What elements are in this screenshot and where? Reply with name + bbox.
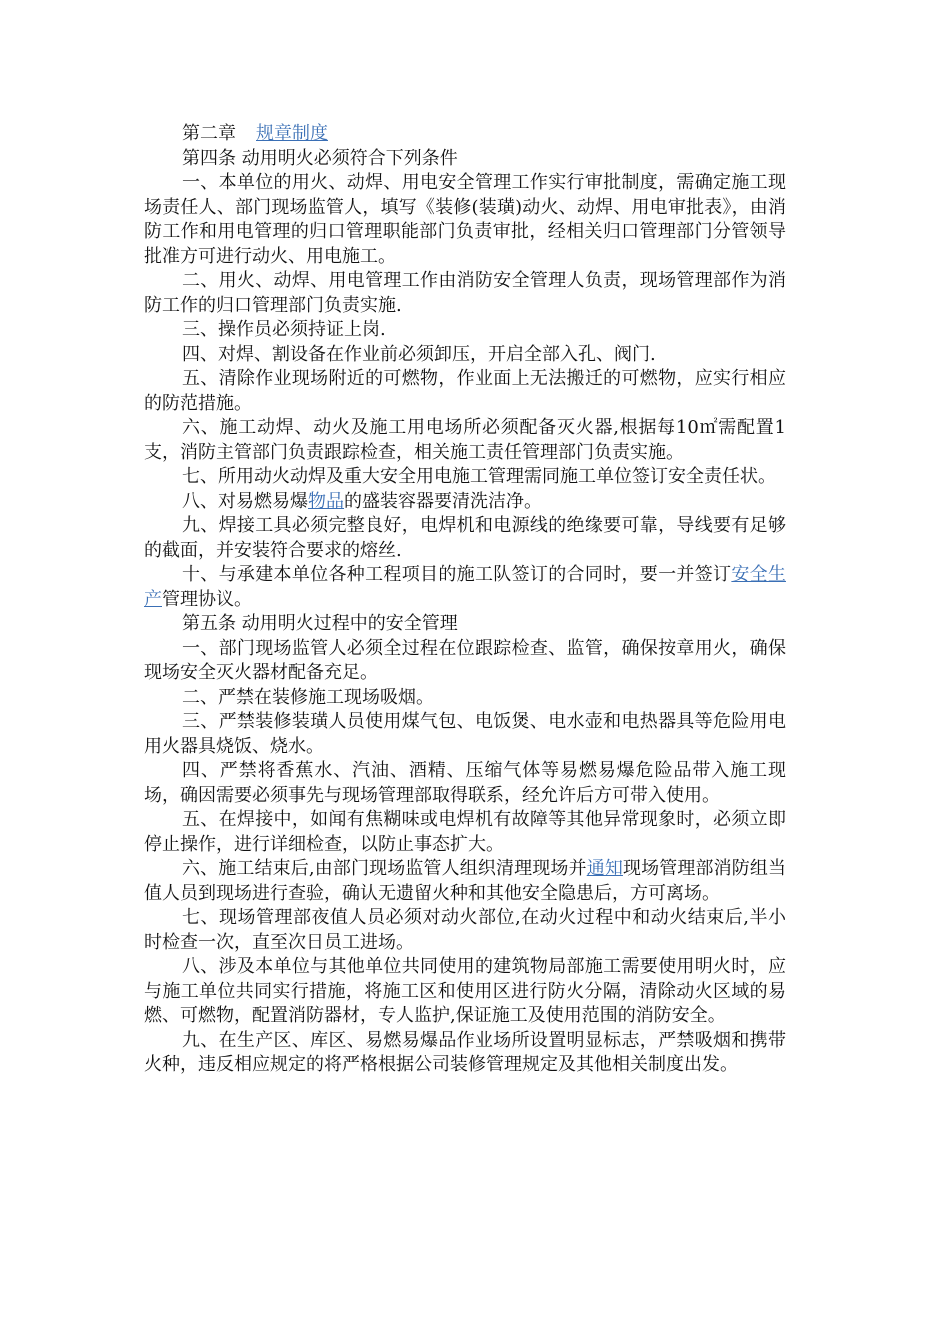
article4-item-9: 九、焊接工具必须完整良好，电焊机和电源线的绝缘要可靠，导线要有足够的截面，并安装符合要求的熔丝. bbox=[144, 515, 786, 561]
item10-text-before: 十、与承建本单位各种工程项目的施工队签订的合同时，要一并签订 bbox=[182, 564, 732, 585]
chapter-heading bbox=[144, 122, 786, 147]
article4-item-5: 五、清除作业现场附近的可燃物，作业面上无法搬迁的可燃物，应实行相应的防范措施。 bbox=[144, 368, 786, 414]
article5-item-5: 五、在焊接中，如闻有焦糊味或电焊机有故障等其他异常现象时，必须立即停止操作，进行详细检查，以防止事态扩大。 bbox=[144, 809, 786, 855]
notify-link[interactable]: 通知 bbox=[586, 858, 623, 879]
article4-item-2: 二、用火、动焊、用电管理工作由消防安全管理人负责，现场管理部作为消防工作的归口管理部门负责实施. bbox=[144, 270, 786, 316]
regulations-link[interactable]: 规章制度 bbox=[256, 123, 328, 144]
item6-text-after: 现场管理部消防组当值人员到现场进行查验，确认无遗留火种和其他安全隐患后，方可离场。 bbox=[144, 858, 787, 904]
safety-production-link[interactable]: 安全生产 bbox=[144, 564, 786, 610]
article4-item-10 bbox=[144, 563, 786, 612]
article5-item-2: 二、严禁在装修施工现场吸烟。 bbox=[182, 686, 434, 708]
article5-title: 第五条 动用明火过程中的安全管理 bbox=[182, 613, 458, 634]
article4-item-4: 四、对焊、割设备在作业前必须卸压，开启全部入孔、阀门. bbox=[182, 343, 656, 365]
article5-item-9: 九、在生产区、库区、易燃易爆品作业场所设置明显标志，严禁吸烟和携带火种，违反相应规定的将严格根据公司装修管理规定及其他相关制度出发。 bbox=[144, 1029, 786, 1075]
item10-text-after: 管理协议。 bbox=[162, 588, 252, 610]
article4-item-6: 六、施工动焊、动火及施工用电场所必须配备灭火器,根据每10㎡需配置1支，消防主管部门负责跟踪检查，相关施工责任管理部门负责实施。 bbox=[144, 417, 786, 463]
article4-item-7: 七、所用动火动焊及重大安全用电施工管理需同施工单位签订安全责任状。 bbox=[182, 466, 776, 487]
article5-item-4: 四、严禁将香蕉水、汽油、酒精、压缩气体等易燃易爆危险品带入施工现场，确因需要必须事先与现场管理部取得联系，经允许后方可带入使用。 bbox=[144, 760, 786, 806]
article5-item-7: 七、现场管理部夜值人员必须对动火部位,在动火过程中和动火结束后,半小时检查一次，直至次日员工进场。 bbox=[144, 907, 786, 953]
article4-item-3: 三、操作员必须持证上岗. bbox=[182, 319, 386, 340]
article5-item-3: 三、严禁装修装璜人员使用煤气包、电饭煲、电水壶和电热器具等危险用电用火器具烧饭、烧水。 bbox=[144, 711, 786, 757]
article4-item-8 bbox=[144, 490, 786, 515]
article5-item-1: 一、部门现场监管人必须全过程在位跟踪检查、监管，确保按章用火，确保现场安全灭火器材配备充足。 bbox=[144, 637, 786, 683]
item6-text-before: 六、施工结束后,由部门现场监管人组织清理现场并 bbox=[182, 858, 587, 879]
article5-item-8: 八、涉及本单位与其他单位共同使用的建筑物局部施工需要使用明火时，应与施工单位共同实行措施，将施工区和使用区进行防火分隔，清除动火区域的易燃、可燃物，配置消防器材，专人监护,保证施工及使用范围的消防安全。 bbox=[144, 956, 786, 1026]
article4-item-1: 一、本单位的用火、动焊、用电安全管理工作实行审批制度，需确定施工现场责任人、部门现场监管人，填写《装修(装璜)动火、动焊、用电审批表》，由消防工作和用电管理的归口管理职能部门负责审批，经相关归口管理部门分管领导批准方可进行动火、用电施工。 bbox=[144, 172, 786, 267]
article4-title: 第四条 动用明火必须符合下列条件 bbox=[182, 147, 458, 169]
item8-text-after: 的盛装容器要清洗洁净。 bbox=[344, 490, 542, 512]
article5-item-6 bbox=[144, 857, 786, 906]
document-body bbox=[144, 122, 786, 1078]
chapter-label: 第二章 bbox=[182, 123, 236, 144]
goods-link[interactable]: 物品 bbox=[308, 490, 344, 512]
item8-text-before: 八、对易燃易爆 bbox=[182, 490, 308, 512]
